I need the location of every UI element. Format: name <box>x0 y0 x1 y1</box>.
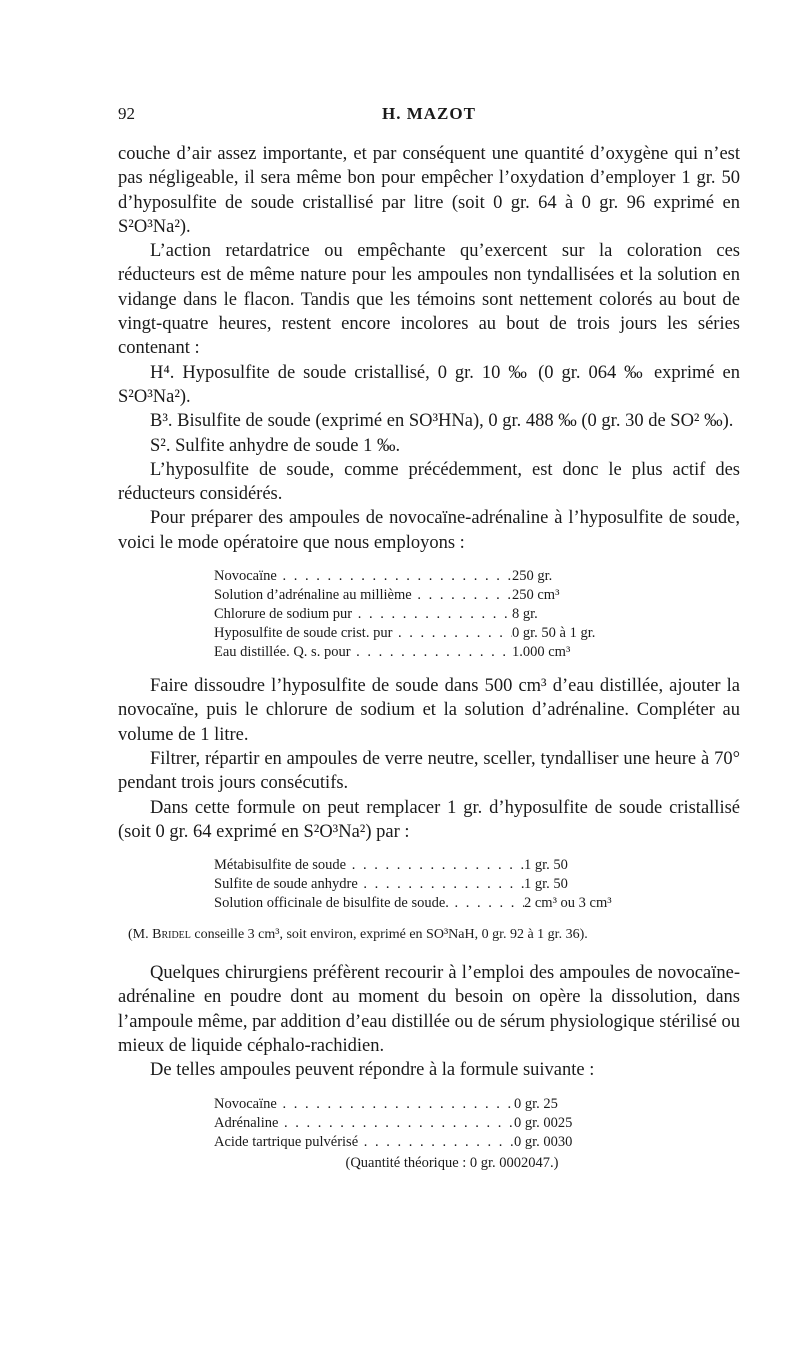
ingredient-name: Acide tartrique pulvérisé . . . <box>214 1133 514 1152</box>
running-title: H. MAZOT <box>382 104 476 123</box>
recipe-row <box>214 643 674 662</box>
note-author: Bridel <box>152 927 191 943</box>
paragraph: couche d’air assez importante, et par conséquent une quantité d’oxygène qui n’est pas négligeable, il sera même bon pour empêcher l’oxydation d’employer 1 gr. 50 d’hyposulfite de soude cristallisé par litre (soit 0 gr. 64 à 0 gr. 96 exprimé en S²O³Na²). <box>118 144 740 237</box>
ingredient-name: Novocaïne . . . <box>214 567 512 586</box>
recipe-table-2 <box>214 856 674 913</box>
ingredient-name: Chlorure de sodium pur . . . <box>214 605 512 624</box>
ingredient-name: Eau distillée. Q. s. pour . . . <box>214 643 512 662</box>
ingredient-quantity: 0 gr. 25 <box>514 1095 558 1112</box>
paragraph: Quelques chirurgiens préfèrent recourir à l’emploi des ampoules de novocaïne-adrénaline en poudre dont au moment du besoin on opère la dissolution, dans l’ampoule même, par addition d’eau distillée ou de sérum physiologique stérilisé ou mieux de liquide céphalo-rachidien. <box>118 963 740 1057</box>
note-open: (M. <box>128 927 149 943</box>
ingredient-quantity: 1.000 cm³ <box>512 644 571 661</box>
recipe-table-3 <box>214 1095 674 1173</box>
ingredient-quantity: 0 gr. 0025 <box>514 1114 573 1131</box>
note-text: conseille 3 cm³, soit environ, exprimé en SO³NaH, 0 gr. 92 à 1 gr. 36). <box>194 927 588 943</box>
recipe-row <box>214 1095 674 1114</box>
recipe-row <box>214 605 674 624</box>
paragraph: L’action retardatrice ou empêchante qu’exercent sur la coloration ces réducteurs est de même nature pour les ampoules non tyndallisées et la solution en vidange dans le flacon. Tandis que les témoins sont nettement colorés au bout de vingt-quatre heures, restent encore incolores au bout de trois jours les séries contenant : <box>118 241 740 359</box>
recipe-row <box>214 586 674 605</box>
footnote-bridel <box>128 925 740 945</box>
recipe-table-1 <box>214 567 674 662</box>
paragraph: Pour préparer des ampoules de novocaïne-adrénaline à l’hyposulfite de soude, voici le mode opératoire que nous employons : <box>118 508 740 553</box>
recipe-row <box>214 894 674 913</box>
ingredient-name: Adrénaline . . . <box>214 1114 514 1133</box>
page-header <box>118 104 740 130</box>
ingredient-name: Sulfite de soude anhydre . . . <box>214 875 524 894</box>
ingredient-quantity: 1 gr. 50 <box>524 876 568 893</box>
page-number: 92 <box>118 104 135 123</box>
paragraph: B³. Bisulfite de soude (exprimé en SO³HNa), 0 gr. 488 ‰ (0 gr. 30 de SO² ‰). <box>150 411 734 432</box>
recipe-row <box>214 1133 674 1152</box>
ingredient-quantity: 250 gr. <box>512 568 553 585</box>
paragraph: Filtrer, répartir en ampoules de verre neutre, sceller, tyndalliser une heure à 70° pendant trois jours consécutifs. <box>118 748 740 794</box>
book-page <box>118 104 740 1185</box>
ingredient-quantity: 0 gr. 50 à 1 gr. <box>512 625 596 642</box>
recipe-row <box>214 875 674 894</box>
paragraph: Faire dissoudre l’hyposulfite de soude dans 500 cm³ d’eau distillée, ajouter la novocaïne, puis le chlorure de sodium et la solution d’adrénaline. Compléter au volume de 1 litre. <box>118 676 740 745</box>
ingredient-quantity: 250 cm³ <box>512 587 560 604</box>
recipe-row <box>214 567 674 586</box>
paragraph: Dans cette formule on peut remplacer 1 gr. d’hyposulfite de soude cristallisé (soit 0 gr. 64 exprimé en S²O³Na²) par : <box>118 797 740 842</box>
ingredient-name: Métabisulfite de soude . . . <box>214 856 524 875</box>
paragraph: S². Sulfite anhydre de soude 1 ‰. <box>150 435 401 456</box>
ingredient-name: Hyposulfite de soude crist. pur . . . <box>214 624 512 643</box>
paragraph: De telles ampoules peuvent répondre à la formule suivante : <box>150 1060 595 1081</box>
ingredient-quantity: 2 cm³ ou 3 cm³ <box>524 895 612 912</box>
recipe-row <box>214 1114 674 1133</box>
ingredient-quantity: 1 gr. 50 <box>524 857 568 874</box>
ingredient-quantity: 8 gr. <box>512 606 538 623</box>
ingredient-quantity: 0 gr. 0030 <box>514 1133 573 1150</box>
recipe-row <box>214 624 674 643</box>
ingredient-name: Novocaïne . . . <box>214 1095 514 1114</box>
paragraph: L’hyposulfite de soude, comme précédemment, est donc le plus actif des réducteurs considérés. <box>118 459 740 505</box>
body-text <box>118 142 740 1173</box>
recipe-row <box>214 856 674 875</box>
ingredient-name: Solution officinale de bisulfite de soude. . . . <box>214 894 524 913</box>
ingredient-name: Solution d’adrénaline au millième . . . <box>214 586 512 605</box>
theoretical-quantity-note: (Quantité théorique : 0 gr. 0002047.) <box>345 1154 559 1171</box>
paragraph: H⁴. Hyposulfite de soude cristallisé, 0 gr. 10 ‰ (0 gr. 064 ‰ exprimé en S²O³Na²). <box>118 362 740 407</box>
